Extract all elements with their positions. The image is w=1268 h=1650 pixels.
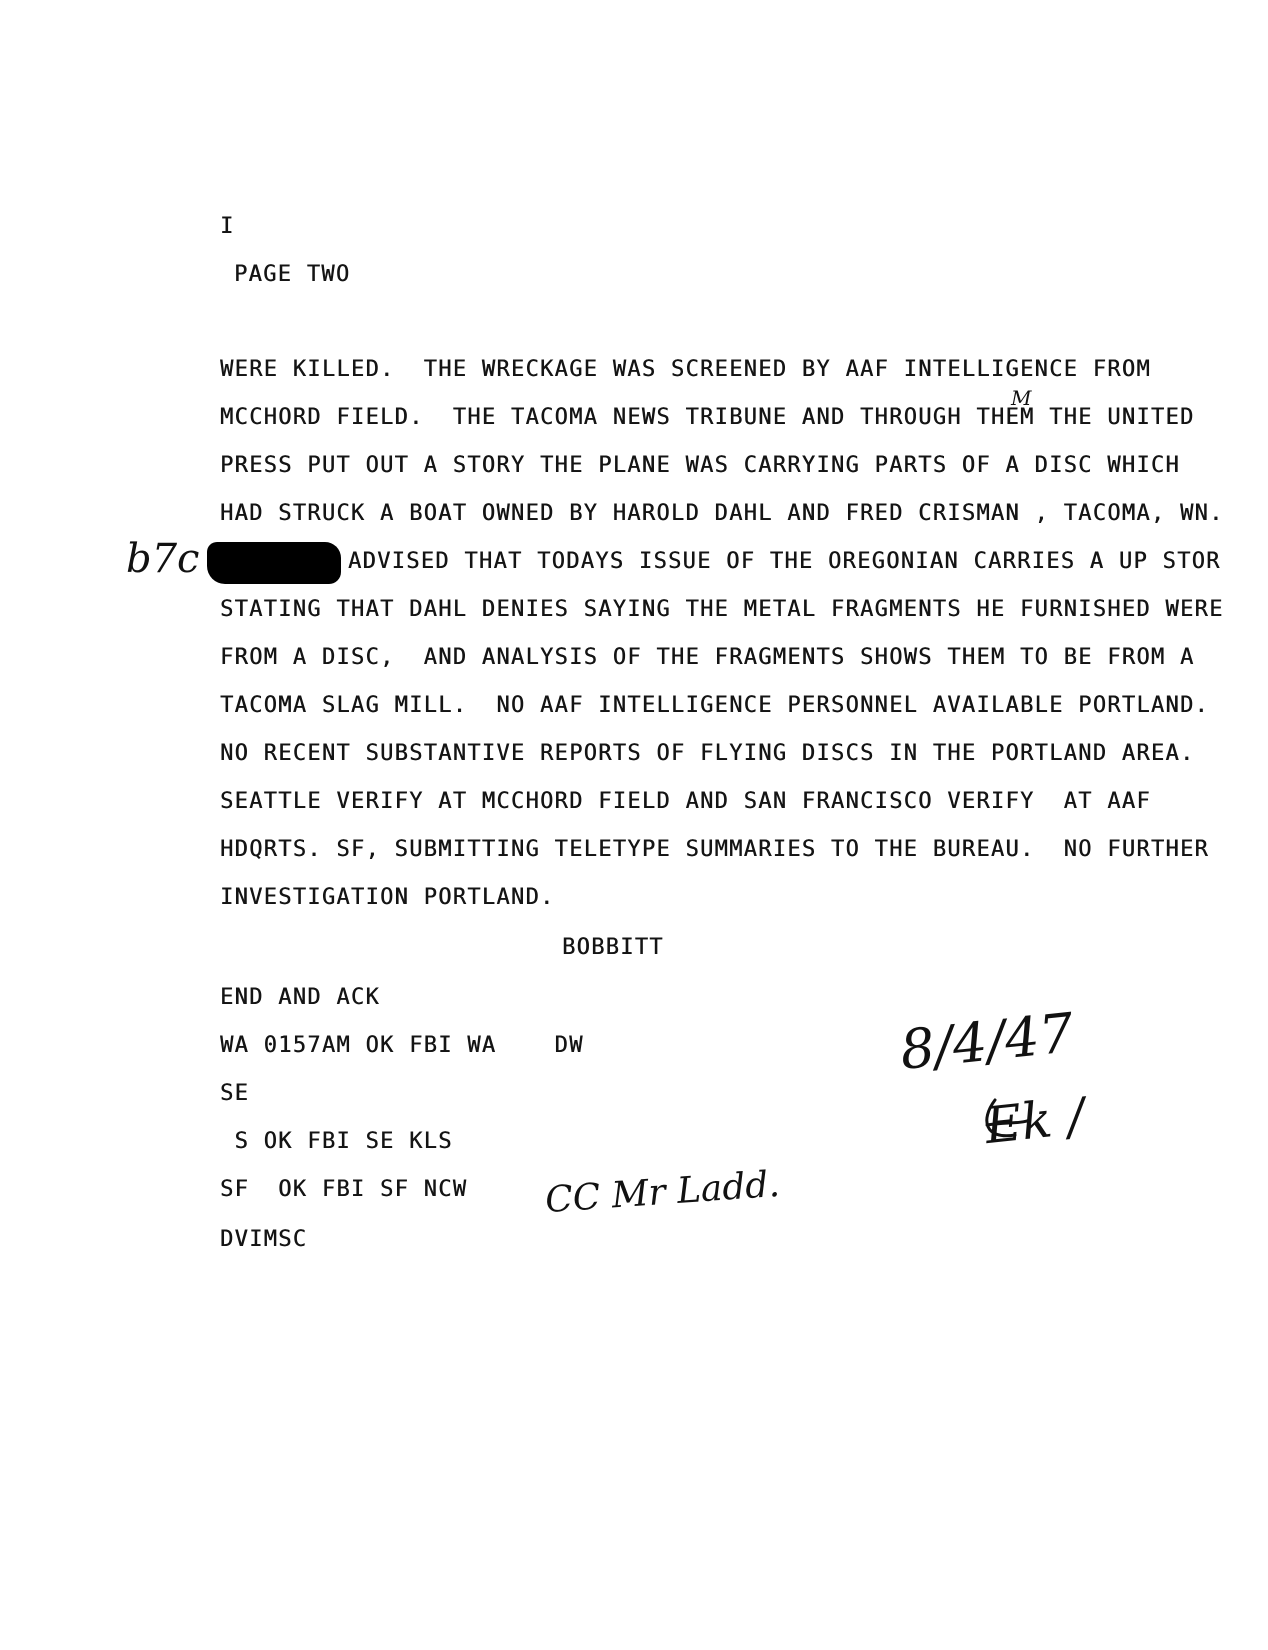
page-label: PAGE TWO bbox=[234, 262, 351, 287]
body-line: INVESTIGATION PORTLAND. bbox=[220, 885, 555, 910]
handwritten-initials: Ek / bbox=[982, 1086, 1088, 1156]
body-line: MCCHORD FIELD. THE TACOMA NEWS TRIBUNE AND THROUGH THEM THE UNITED bbox=[220, 405, 1195, 430]
header-mark: I bbox=[220, 214, 235, 239]
body-line: ADVISED THAT TODAYS ISSUE OF THE OREGONIAN CARRIES A UP STOR bbox=[348, 549, 1221, 574]
body-line: HAD STRUCK A BOAT OWNED BY HAROLD DAHL AND FRED CRISMAN , TACOMA, WN. bbox=[220, 501, 1224, 526]
redaction-block bbox=[207, 542, 341, 584]
body-line: FROM A DISC, AND ANALYSIS OF THE FRAGMENTS SHOWS THEM TO BE FROM A bbox=[220, 645, 1195, 670]
body-line: STATING THAT DAHL DENIES SAYING THE METAL FRAGMENTS HE FURNISHED WERE bbox=[220, 597, 1224, 622]
body-line: WERE KILLED. THE WRECKAGE WAS SCREENED BY AAF INTELLIGENCE FROM bbox=[220, 357, 1151, 382]
body-line: SEATTLE VERIFY AT MCCHORD FIELD AND SAN FRANCISCO VERIFY AT AAF bbox=[220, 789, 1151, 814]
signature: BOBBITT bbox=[562, 935, 664, 960]
routing-line: SF OK FBI SF NCW bbox=[220, 1177, 468, 1202]
routing-line: DVIMSC bbox=[220, 1227, 308, 1252]
initials-flourish bbox=[975, 1080, 1115, 1170]
routing-line: WA 0157AM OK FBI WA DW bbox=[220, 1033, 584, 1058]
body-line: HDQRTS. SF, SUBMITTING TELETYPE SUMMARIES TO THE BUREAU. NO FURTHER bbox=[220, 837, 1210, 862]
routing-line: END AND ACK bbox=[220, 985, 380, 1010]
body-line: NO RECENT SUBSTANTIVE REPORTS OF FLYING DISCS IN THE PORTLAND AREA. bbox=[220, 741, 1195, 766]
handwritten-date: 8/4/47 bbox=[897, 1001, 1077, 1082]
body-line: TACOMA SLAG MILL. NO AAF INTELLIGENCE PERSONNEL AVAILABLE PORTLAND. bbox=[220, 693, 1210, 718]
interlinear-mark: M bbox=[1011, 386, 1032, 410]
body-line: PRESS PUT OUT A STORY THE PLANE WAS CARRYING PARTS OF A DISC WHICH bbox=[220, 453, 1180, 478]
margin-note-b7c: b7c bbox=[126, 536, 200, 582]
routing-line: SE bbox=[220, 1081, 250, 1106]
cc-note: CC Mr Ladd. bbox=[543, 1163, 782, 1222]
routing-line: S OK FBI SE KLS bbox=[220, 1129, 453, 1154]
